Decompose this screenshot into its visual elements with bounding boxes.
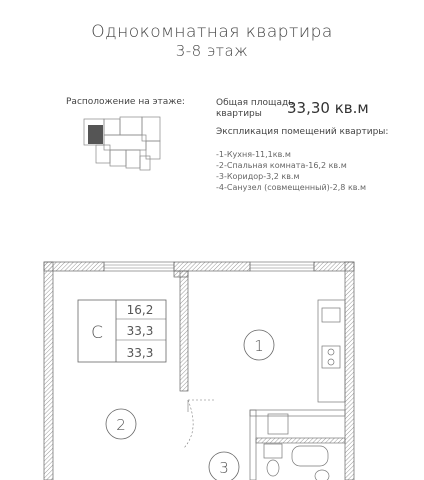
floor-location-label: Расположение на этаже:: [66, 97, 185, 107]
key-plan: [84, 117, 160, 170]
floor-range: 3-8 этаж: [175, 42, 249, 60]
legend-value-2: 33,3: [126, 324, 154, 338]
kitchen-fixtures: [264, 300, 345, 480]
total-area-label-line2: квартиры: [216, 109, 262, 119]
room-marker-2: [106, 409, 136, 439]
legend-letter: С: [91, 323, 103, 343]
room-item-kitchen: -1-Кухня-11,1кв.м: [216, 150, 291, 159]
room-number-1: 1: [254, 337, 264, 355]
room-marker-1: [244, 330, 274, 360]
walls: [44, 262, 354, 480]
room-item-bedroom: -2-Спальная комната-16,2 кв.м: [216, 161, 347, 170]
legend-value-3: 33,3: [126, 346, 154, 360]
room-item-corridor: -3-Коридор-3,2 кв.м: [216, 172, 300, 181]
area-legend: [78, 300, 166, 362]
total-area-value: 33,30 кв.м: [287, 99, 369, 117]
total-area-label-line1: Общая площадь: [216, 98, 294, 108]
room-number-3: 3: [219, 459, 229, 477]
room-number-2: 2: [116, 416, 126, 434]
highlighted-unit: [88, 125, 103, 144]
explication-title: Экспликация помещений квартиры:: [216, 127, 389, 137]
room-item-bathroom: -4-Санузел (совмещенный)-2,8 кв.м: [216, 183, 367, 192]
room-marker-3: [209, 452, 239, 480]
plan-title: Однокомнатная квартира: [91, 22, 333, 42]
legend-value-1: 16,2: [126, 303, 154, 317]
door: [184, 400, 214, 448]
